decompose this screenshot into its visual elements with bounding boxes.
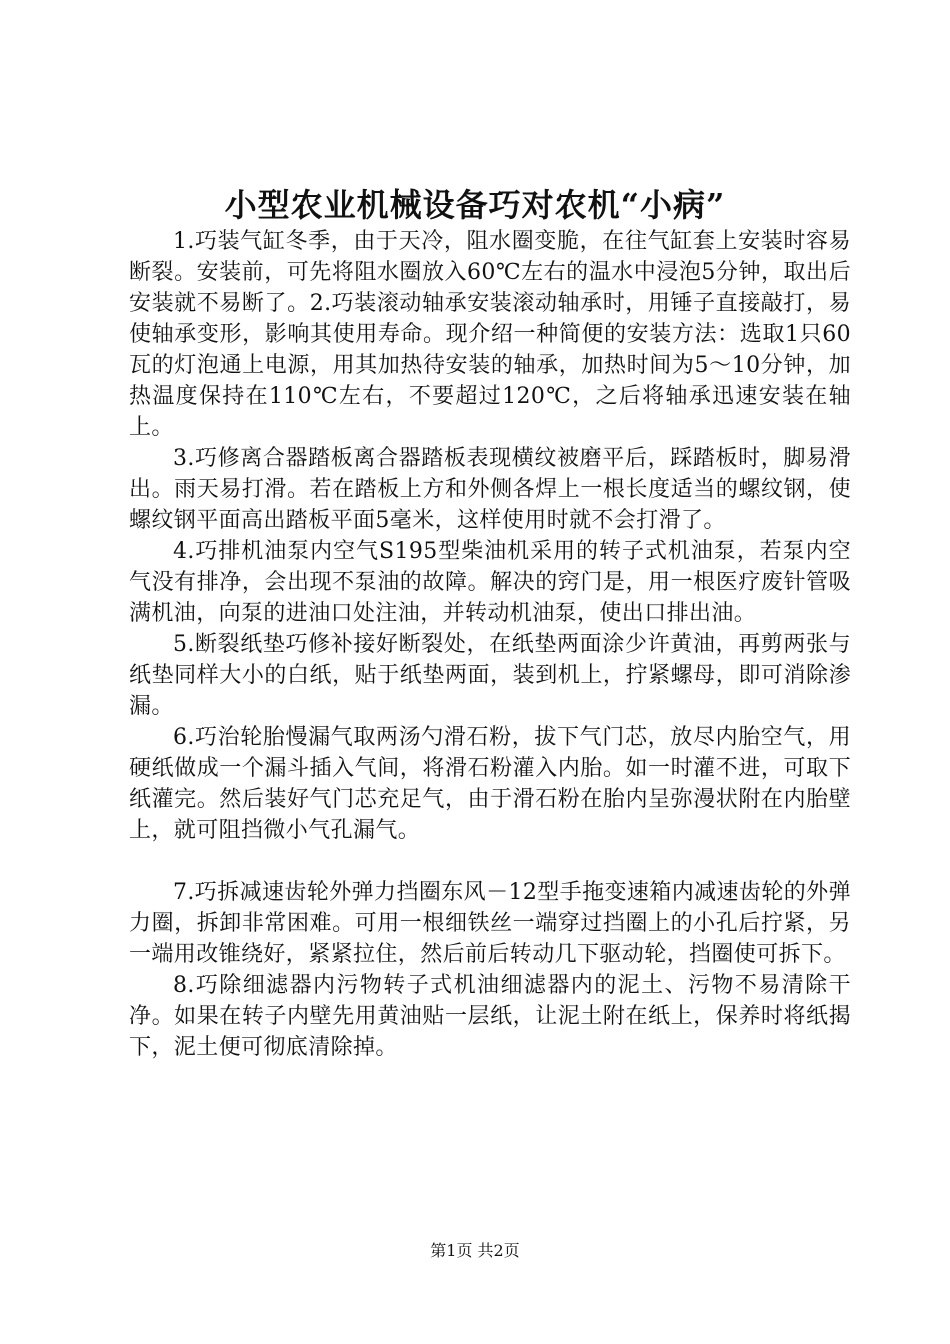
paragraph-7: 8.巧除细滤器内污物转子式机油细滤器内的泥土、污物不易清除干净。如果在转子内壁先用黄油贴一层纸，让泥土附在纸上，保养时将纸揭下，泥土便可彻底清除掉。 bbox=[129, 973, 851, 1060]
paragraph-4: 5.断裂纸垫巧修补接好断裂处，在纸垫两面涂少许黄油，再剪两张与纸垫同样大小的白纸，贴于纸垫两面，装到机上，拧紧螺母，即可消除渗漏。 bbox=[129, 632, 851, 719]
document-title: 小型农业机械设备巧对农机“小病” bbox=[224, 186, 726, 224]
document-body bbox=[129, 226, 851, 1063]
page-number-footer: 第1页 共2页 bbox=[430, 1241, 520, 1260]
paragraph-1: 1.巧装气缸冬季，由于天冷，阻水圈变脆，在往气缸套上安装时容易断裂。安装前，可先将阻水圈放入60℃左右的温水中浸泡5分钟，取出后安装就不易断了。2.巧装滚动轴承安装滚动轴承时，用锤子直接敲打，易使轴承变形，影响其使用寿命。现介绍一种简便的安装方法：选取1只60瓦的灯泡通上电源，用其加热待安装的轴承，加热时间为5～10分钟，加热温度保持在110℃左右，不要超过120℃，之后将轴承迅速安装在轴上。 bbox=[129, 229, 851, 440]
paragraph-2: 3.巧修离合器踏板离合器踏板表现横纹被磨平后，踩踏板时，脚易滑出。雨天易打滑。若在踏板上方和外侧各焊上一根长度适当的螺纹钢，使螺纹钢平面高出踏板平面5毫米，这样使用时就不会打滑了。 bbox=[129, 446, 851, 533]
paragraph-5: 6.巧治轮胎慢漏气取两汤勺滑石粉，拔下气门芯，放尽内胎空气，用硬纸做成一个漏斗插入气间，将滑石粉灌入内胎。如一时灌不进，可取下纸灌完。然后装好气门芯充足气，由于滑石粉在胎内呈弥漫状附在内胎壁上，就可阻挡微小气孔漏气。 bbox=[129, 725, 851, 843]
paragraph-6: 7.巧拆减速齿轮外弹力挡圈东风－12型手拖变速箱内减速齿轮的外弹力圈，拆卸非常困难。可用一根细铁丝一端穿过挡圈上的小孔后拧紧，另一端用改锥绕好，紧紧拉住，然后前后转动几下驱动轮，挡圈使可拆下。 bbox=[129, 880, 851, 967]
paragraph-3: 4.巧排机油泵内空气S195型柴油机采用的转子式机油泵，若泵内空气没有排净，会出现不泵油的故障。解决的窍门是，用一根医疗废针管吸满机油，向泵的进油口处注油，并转动机油泵，使出口排出油。 bbox=[129, 539, 851, 626]
